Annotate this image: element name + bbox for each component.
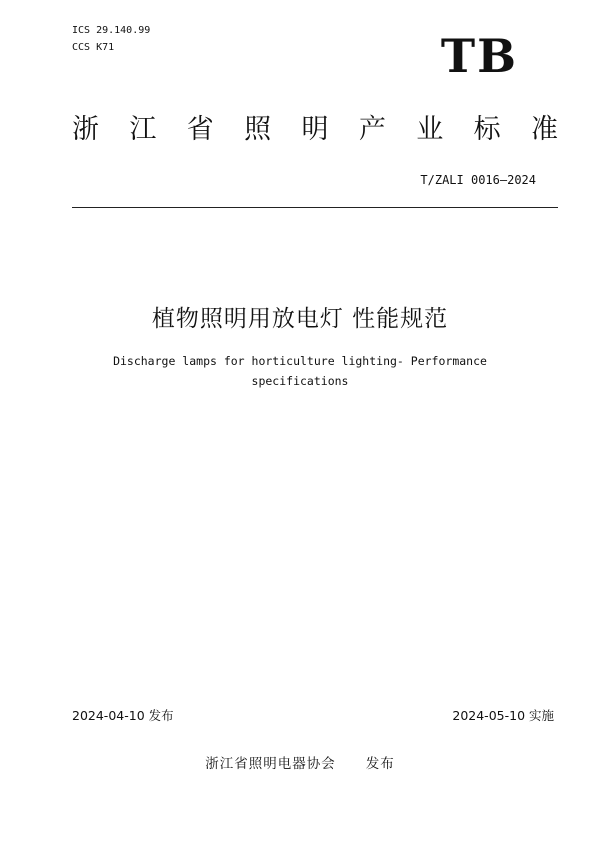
standard-number: T/ZALI 0016—2024 [420,173,536,187]
publisher-action: 发布 [365,756,395,772]
organization-title: 浙江省照明产业标准 [72,114,558,145]
publisher-line [0,753,600,775]
classification-codes [72,22,150,56]
title-en-line-1: Discharge lamps for horticulture lighting- Performance [113,354,487,368]
publisher-name: 浙江省照明电器协会 [205,756,336,772]
header-divider [72,207,558,208]
title-en-line-2: specifications [251,374,349,388]
document-title-cn: 植物照明用放电灯 性能规范 [151,306,449,332]
implementation-date: 2024-05-10 实施 [452,708,554,723]
ccs-code: CCS K71 [72,42,115,53]
standard-mark: TB [440,29,518,83]
issue-date: 2024-04-10 发布 [72,708,174,723]
document-title-en [90,351,510,391]
ics-code: ICS 29.140.99 [72,25,151,36]
